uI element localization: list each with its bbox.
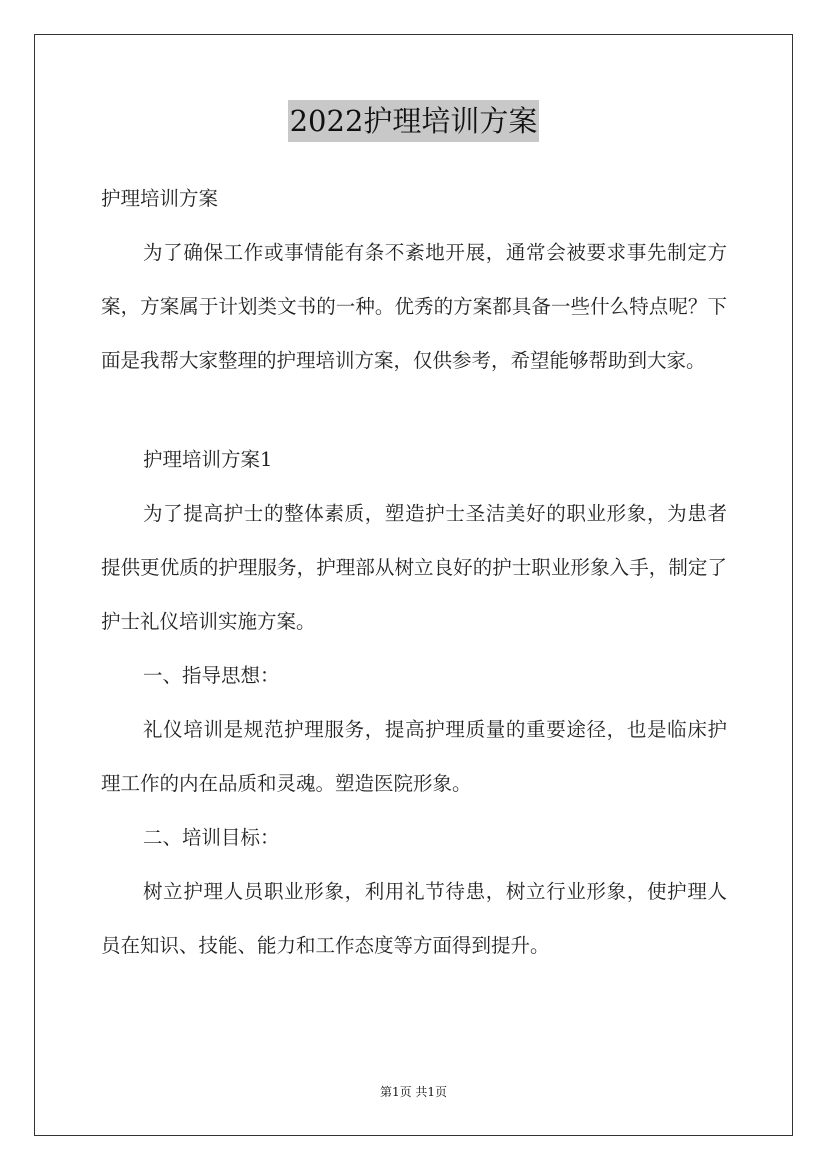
heading-guiding-ideology: 一、指导思想：: [143, 664, 280, 687]
document-title: 2022护理培训方案: [288, 100, 540, 142]
page-number-footer: 第1页 共1页: [379, 1085, 448, 1099]
section-spacer: [101, 388, 727, 433]
heading-training-goals: 二、培训目标：: [143, 826, 280, 849]
body-paragraph: 树立护理人员职业形象，利用礼节待患，树立行业形象，使护理人员在知识、技能、能力和工作态度等方面得到提升。: [101, 880, 727, 957]
body-paragraph: 为了提高护士的整体素质，塑造护士圣洁美好的职业形象，为患者提供更优质的护理服务，护理部从树立良好的护士职业形象入手，制定了护士礼仪培训实施方案。: [101, 502, 727, 633]
section-heading: 护理培训方案1: [143, 448, 273, 471]
title-container: [0, 100, 827, 142]
document-body: [101, 172, 727, 973]
body-paragraph: 礼仪培训是规范护理服务，提高护理质量的重要途径，也是临床护理工作的内在品质和灵魂。塑造医院形象。: [101, 718, 727, 795]
document-subtitle: 护理培训方案: [101, 187, 219, 210]
intro-paragraph: 为了确保工作或事情能有条不紊地开展，通常会被要求事先制定方案，方案属于计划类文书的一种。优秀的方案都具备一些什么特点呢？下面是我帮大家整理的护理培训方案，仅供参考，希望能够帮助到大家。: [101, 241, 727, 372]
